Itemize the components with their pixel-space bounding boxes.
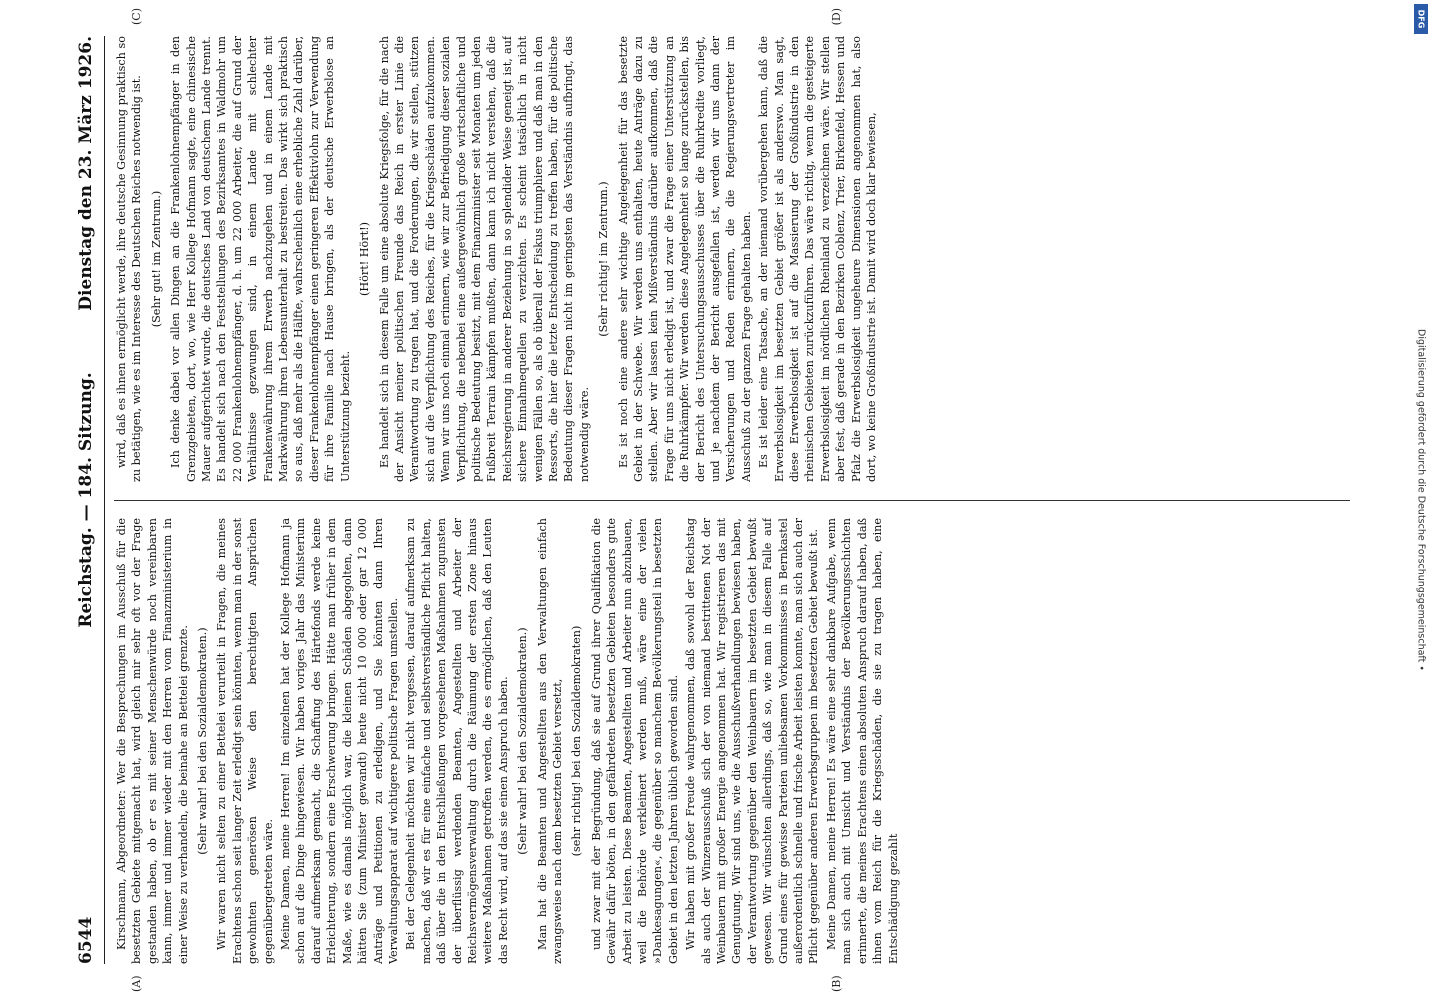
page-body xyxy=(70,8,1360,992)
margin-letter-d: (D) xyxy=(830,8,843,26)
interjection: (Sehr richtig! im Zentrum.) xyxy=(597,181,611,337)
paragraph: Es ist leider eine Tatsache, an der niemand vorübergehen kann, daß die Erwerbslosigkeit im besetzten Gebiet größer ist als anderswo. Man sagt, diese Erwerbslosigkeit ist auf die Massierung der Großindustrie in den rheinischen Gebieten zurückzuführen. Das wäre richtig, wenn die gesteigerte Erwerbslosigkeit im nördlichen Rheinland zu verzeichnen wäre. Wir stellen aber fest, daß gerade in den Bezirken Coblenz, Trier, Birkenfeld, Hessen und Pfalz die Erwerbslosigkeit ungeheure Dimensionen angenommen hat, also dort, wo keine Großindustrie ist. Damit wird doch klar bewiesen, xyxy=(757,36,879,482)
dfg-logo xyxy=(1414,4,1428,34)
digitization-credit xyxy=(1412,0,1430,1000)
margin-letter-b: (B) xyxy=(830,975,843,992)
running-title: Reichstag. — 184. Sitzung. xyxy=(76,372,96,628)
dfg-logo-text: DFG xyxy=(1416,9,1426,29)
session-date: Dienstag den 23. März 1926. xyxy=(76,36,96,311)
margin-letter-a: (A) xyxy=(130,975,143,992)
page-header xyxy=(70,36,105,964)
interjection: (sehr richtig! bei den Sozialdemokraten) xyxy=(570,625,584,857)
interjection: (Hört! Hört!) xyxy=(358,222,372,296)
page-number: 6544 xyxy=(76,916,96,964)
interjection: (Sehr gut! im Zentrum.) xyxy=(149,190,163,328)
interjection: (Sehr wahr! bei den Sozialdemokraten.) xyxy=(516,627,530,855)
paragraph: Man hat die Beamten und Angestellten aus den Verwaltungen einfach zwangsweise nach dem besetzten Gebiet versetzt, xyxy=(535,518,564,964)
paragraph: Bei der Gelegenheit möchten wir nicht vergessen, darauf aufmerksam zu machen, daß wir es für eine einfache und selbstverständliche Pflicht halten, daß über die in den Entschließungen vorgesehenen Maßnahmen zugunsten der überflüssig werdenden Beamten, Angestellten und Arbeiter der Reichsvermögensverwaltung durch die Räumung der ersten Zone hinaus weitere Maßnahmen getroffen werden, die es ermöglichen, daß den Leuten das Recht wird, auf das sie einen Anspruch haben. xyxy=(404,518,510,964)
paragraph: Ich denke dabei vor allen Dingen an die Frankenlohnempfänger in den Grenzgebieten, dort, wo, wie Herr Kollege Hofmann sagte, eine chinesische Mauer aufgerichtet wurde, die deutsches Land von deutschem Lande trennt. Es handelt sich nach den Feststellungen des Bezirksamtes in Waldmohr um 22 000 Frankenlohnempfänger, d. h. um 22 000 Arbeiter, die auf Grund der Verhältnisse gezwungen sind, in einem Lande mit schlechter Frankenwährung ihrem Erwerb nachzugehen und in einem Lande mit Markwährung ihren Lebensunterhalt zu bestreiten. Das wirkt sich praktisch so aus, daß mehr als die Hälfte, wahrscheinlich eine erhebliche Zahl darüber, dieser Frankenlohnempfänger einen geringeren Effektivlohn zur Verwendung für ihre Familie nach Hause bringen, als der deutsche Erwerbslose an Unterstützung bezieht. xyxy=(169,36,352,482)
margin-letter-c: (C) xyxy=(130,8,143,25)
paragraph: Wir waren nicht selten zu einer Bettelei verurteilt in Fragen, die meines Erachtens schon seit langer Zeit erledigt sein könnten, wenn man in der sonst gewohnten generösen Weise den berechtigten Ansprüchen gegenübergetreten wäre. xyxy=(215,518,275,964)
paragraph: Meine Damen, meine Herren! Im einzelnen hat der Kollege Hofmann ja schon auf die Dinge hingewiesen. Wir haben voriges Jahr das Ministerium darauf aufmerksam gemacht, die Schaffung des Härtefonds werde keine Erleichterung, sondern eine Erschwerung bringen. Hätte man früher in dem Maße, wie es damals möglich war, die kleinen Schäden abgegolten, dann hätten Sie (zum Minister gewandt) heute nicht 10 000 oder gar 12 000 Anträge und Petitionen zu erledigen, und Sie könnten dann Ihren Verwaltungsapparat auf wichtigere politische Fragen umstellen. xyxy=(279,518,400,964)
paragraph: und zwar mit der Begründung, daß sie auf Grund ihrer Qualifikation die Gewähr dafür böten, in den gefährdeten besetzten Gebieten besonders gute Arbeit zu leisten. Diese Beamten, Angestellten und Arbeiter nun abzubauen, weil die Behörde verkleinert werden muß, wäre eine der vielen »Dankesagungen«, die gegenüber so manchem Bevölkerungsteil in besetzten Gebiet in den letzten Jahren üblich geworden sind. xyxy=(589,518,680,964)
left-column xyxy=(114,518,1350,964)
paragraph: wird, daß es ihnen ermöglicht werde, ihre deutsche Gesinnung praktisch so zu betätigen, wie es im Interesse des Deutschen Reiches notwendig ist. xyxy=(115,36,144,482)
right-column xyxy=(114,36,1350,482)
column-rule xyxy=(114,500,1350,501)
paragraph: Es handelt sich in diesem Falle um eine absolute Kriegsfolge, für die nach der Ansicht meiner politischen Freunde das Reich in erster Linie die Verantwortung zu tragen hat, und die Forderungen, die wir stellen, stützen sich auf die Verpflichtung des Reiches, für die Kriegsschäden aufzukommen. Wenn wir uns noch einmal erinnern, wie wir zur Befriedigung dieser sozialen Verpflichtung, die nebenbei eine außergewöhnlich große wirtschaftliche und politische Bedeutung besitzt, mit dem Finanzminister seit Monaten um jeden Fußbreit Terrain kämpfen mußten, dann kann ich nicht verstehen, daß die Reichsregierung in anderer Beziehung in so splendider Weise geneigt ist, auf sichere Einnahmequellen zu verzichten. Es scheint tatsächlich in nicht wenigen Fällen so, als ob überall der Fiskus triumphiere und daß man in den Ressorts, die hier die letzte Entscheidung zu treffen haben, für die politische Bedeutung dieser Fragen nicht im geringsten das Verständnis aufbringt, das notwendig wäre. xyxy=(377,36,591,482)
paragraph: Kirschmann, Abgeordneter: Wer die Besprechungen im Ausschuß für die besetzten Gebiete mitgemacht hat, wird gleich mir sehr oft vor der Frage gestanden haben, ob er es mit seiner Menschenwürde noch vereinbaren kann, immer und immer wieder mit den Herren vom Finanzministerium in einer Weise zu verhandeln, die beinahe an Bettelei grenzte. xyxy=(115,518,190,964)
interjection: (Sehr wahr! bei den Sozialdemokraten.) xyxy=(196,627,210,855)
paragraph: Meine Damen, meine Herren! Es wäre eine sehr dankbare Aufgabe, wenn man sich auch mit Umsicht und Verständnis der Bevölkerungsschichten erinnerte, die meines Erachtens einen absoluten Anspruch darauf haben, daß ihnen vom Reich für die Kriegsschäden, die sie zu tragen haben, eine Entschädigung gezahlt xyxy=(824,518,900,964)
text-columns xyxy=(114,36,1350,964)
credit-text: Digitalisierung gefördert durch die Deutsche Forschungsgemeinschaft • xyxy=(1415,329,1427,671)
paragraph: Wir haben mit großer Freude wahrgenommen, daß sowohl der Reichstag als auch der Winzerausschuß sich der von niemand bestrittenen Not der Weinbauern mit großer Energie angenommen hat. Wir registrieren das mit Genugtuung. Wir sind uns, wie die Ausschußverhandlungen bewiesen haben, der Verantwortung gegenüber den Weinbauern im besetzten Gebiet bewußt gewesen. Wir wünschten allerdings, daß so, wie man in diesem Falle auf Grund eines für gewisse Parteien unliebsamen Vorkommnisses in Bernkastel außerordentlich schnelle und frische Arbeit leisten konnte, man sich auch der Pflicht gegenüber anderen Erwerbsgruppen im besetzten Gebiet bewußt ist. xyxy=(684,518,821,964)
paragraph: Es ist noch eine andere sehr wichtige Angelegenheit für das besetzte Gebiet in der Schwebe. Wir werden uns enthalten, heute Anträge dazu zu stellen. Aber wir lassen kein Mißverständnis darüber aufkommen, daß die Frage für uns nicht erledigt ist, und zwar die Frage einer Unterstützung an die Ruhrkämpfer. Wir werden diese Angelegenheit so lange zurückstellen, bis der Bericht des Untersuchungsausschusses über die Ruhrkredite vorliegt, und je nachdem der Bericht ausgefallen ist, werden wir uns dann der Versicherungen und Reden erinnern, die die Regierungsvertreter im Ausschuß zu der ganzen Frage gehalten haben. xyxy=(616,36,753,482)
